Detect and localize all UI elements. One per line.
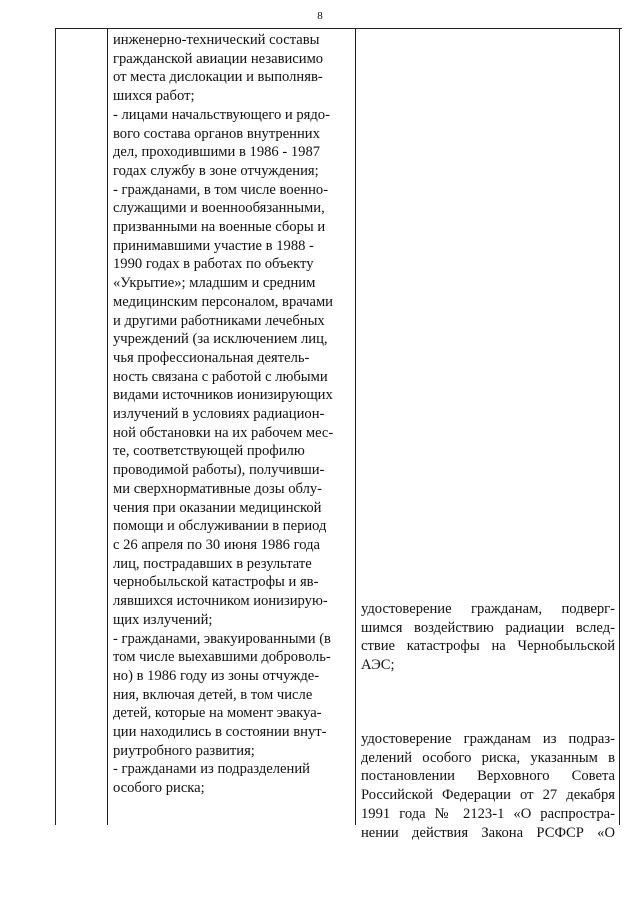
left-column-line: «Укрытие»; младшим и средним: [113, 275, 316, 292]
left-column-line: ции находились в состоянии внут-: [113, 724, 327, 741]
left-column-line: инженерно-технический составы: [113, 32, 320, 48]
left-column-line: но) в 1986 году из зоны отчужде-: [113, 667, 320, 684]
right-column-line: 1991 года № 2123-1 «О распростра-: [361, 805, 615, 822]
left-column-line: видами источников ионизирующих: [113, 387, 333, 404]
left-column-line: излучений в условиях радиацион-: [113, 406, 325, 423]
left-column-line: проводимой работы), получивши-: [113, 462, 325, 479]
left-column-line: ния, включая детей, в том числе: [113, 686, 313, 703]
left-column-line: том числе выехавшими доброволь-: [113, 649, 331, 666]
left-column-line: дел, проходившими в 1986 - 1987: [113, 144, 321, 161]
left-column-line: чения при оказании медицинской: [113, 499, 322, 516]
left-column-line: риутробного развития;: [113, 742, 255, 759]
left-column-line: ми сверхнормативные дозы облу-: [113, 480, 323, 497]
left-column-line: учреждений (за исключением лиц,: [113, 331, 328, 348]
table-divider-2: [355, 29, 356, 825]
left-column-line: ной обстановки на их рабочем мес-: [113, 424, 334, 441]
left-column-line: медицинским персоналом, врачами: [113, 293, 333, 310]
left-column-line: помощи и обслуживании в период: [113, 518, 327, 535]
left-column-line: чернобыльской катастрофы и яв-: [113, 574, 319, 591]
left-column-line: чья профессиональная деятель-: [113, 349, 310, 366]
left-column-line: вого состава органов внутренних: [113, 125, 320, 142]
left-column-line: - лицами начальствующего и рядо-: [113, 106, 330, 123]
right-column-line: шимся воздействию радиации вслед-: [361, 619, 615, 636]
left-column-line: - гражданами из подразделений: [113, 761, 310, 778]
left-column-line: призванными на военные сборы и: [113, 219, 326, 236]
right-column-line: нении действия Закона РСФСР «О: [361, 824, 615, 841]
right-column-block-special-risk-certificate: [361, 730, 615, 842]
right-column-line: постановлении Верховного Совета: [361, 768, 615, 785]
left-column-line: детей, которые на момент эвакуа-: [113, 705, 322, 722]
right-column-line: удостоверение гражданам из подраз-: [361, 731, 615, 747]
right-column-line: удостоверение гражданам, подверг-: [361, 601, 615, 617]
left-column-line: гражданской авиации независимо: [113, 50, 324, 67]
left-column-line: щих излучений;: [113, 611, 213, 628]
right-column-line: делений особого риска, указанным в: [361, 749, 615, 766]
left-column-line: шихся работ;: [113, 88, 195, 105]
left-column-line: лиц, пострадавших в результате: [113, 555, 312, 572]
right-column-line: АЭС;: [361, 657, 395, 674]
left-column-line: лявшихся источником ионизирую-: [113, 593, 328, 610]
left-column-line: с 26 апреля по 30 июня 1986 года: [113, 536, 320, 553]
left-column-line: - гражданами, эвакуированными (в: [113, 630, 331, 647]
left-column-line: годах службу в зоне отчуждения;: [113, 162, 319, 179]
table-divider-3: [619, 29, 620, 825]
left-column-line: особого риска;: [113, 780, 205, 797]
left-column-line: ность связана с работой с любыми: [113, 368, 328, 385]
right-column-line: Российской Федерации от 27 декабря: [361, 787, 615, 804]
left-column-line: служащими и военнообязанными,: [113, 200, 325, 217]
right-column-line: ствие катастрофы на Чернобыльской: [361, 638, 615, 655]
left-column-line: те, соответствующей профилю: [113, 443, 305, 460]
left-column-line: принимавшими участие в 1988 -: [113, 237, 314, 254]
left-column-line: - гражданами, в том числе военно-: [113, 181, 329, 198]
right-column-block-chernobyl-certificate: [361, 600, 615, 675]
left-column-line: и другими работниками лечебных: [113, 312, 325, 329]
left-column-text: [113, 31, 351, 798]
left-column-line: от места дислокации и выполняв-: [113, 69, 323, 86]
table-divider-1: [107, 29, 108, 825]
left-column-line: 1990 годах в работах по объекту: [113, 256, 314, 273]
page-number: 8: [317, 10, 323, 22]
